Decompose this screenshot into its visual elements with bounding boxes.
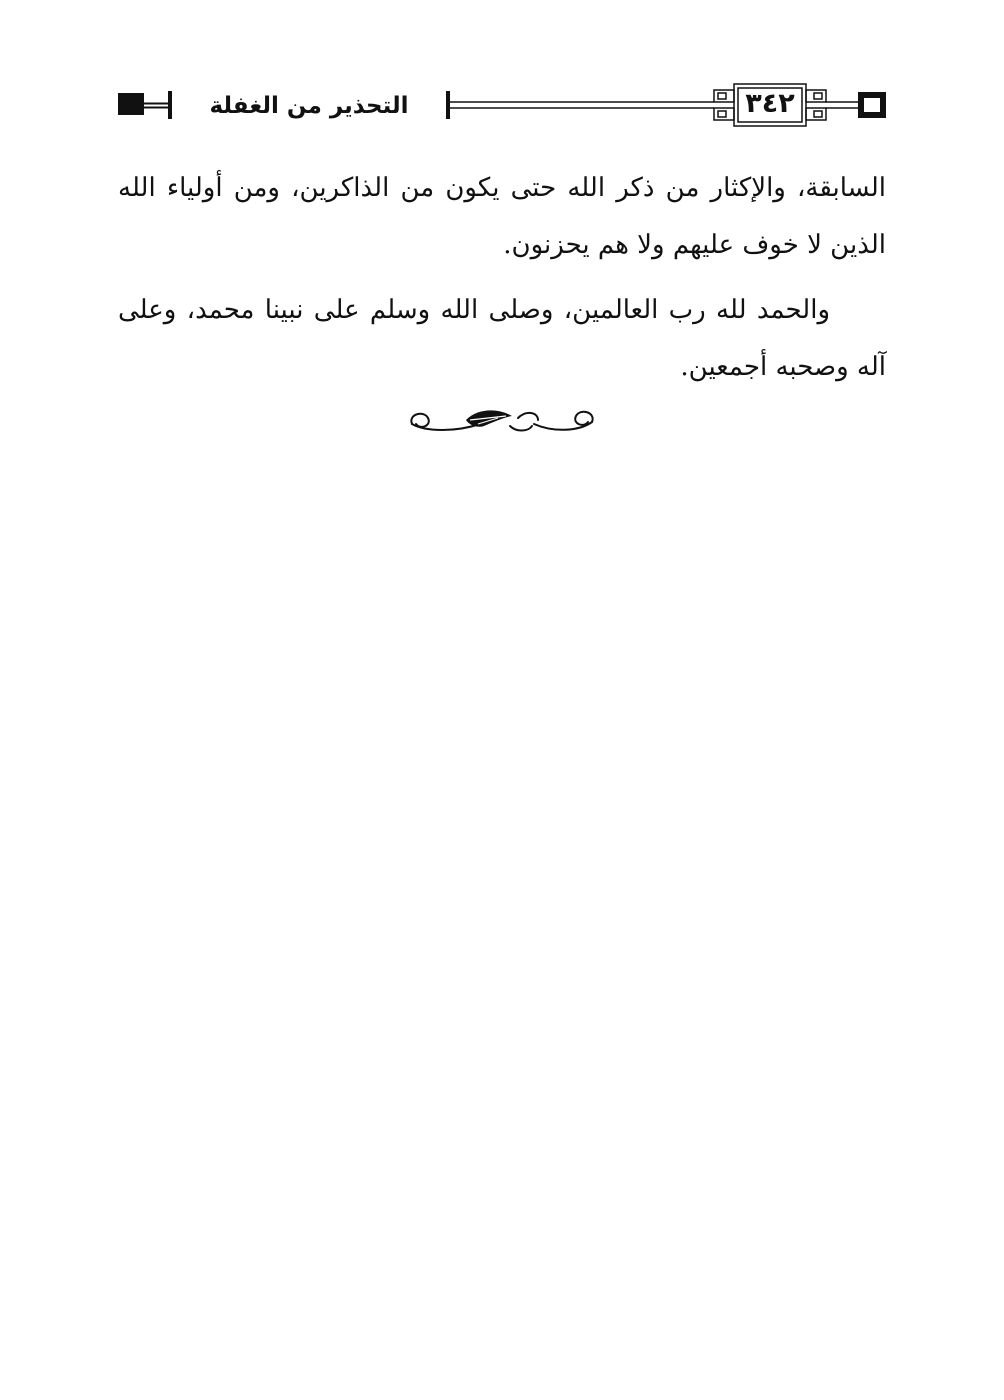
book-title: التحذير من الغفلة (209, 93, 409, 119)
page-header (0, 0, 1004, 150)
title-right-bar (446, 91, 450, 119)
paragraph-2: والحمد لله رب العالمين، وصلى الله وسلم على نبينا محمد، وعلى آله وصحبه أجمعين. (118, 295, 886, 382)
body-text (118, 160, 886, 396)
floral-divider-icon (406, 402, 598, 438)
title-left-bar (168, 91, 172, 119)
page-number: ٣٤٢ (745, 88, 795, 119)
header-frame (0, 0, 1004, 150)
paragraph-1: السابقة، والإكثار من ذكر الله حتى يكون من الذاكرين، ومن أولياء الله الذين لا خوف عليهم ولا هم يحزنون. (118, 173, 886, 260)
left-square-icon (118, 93, 144, 115)
